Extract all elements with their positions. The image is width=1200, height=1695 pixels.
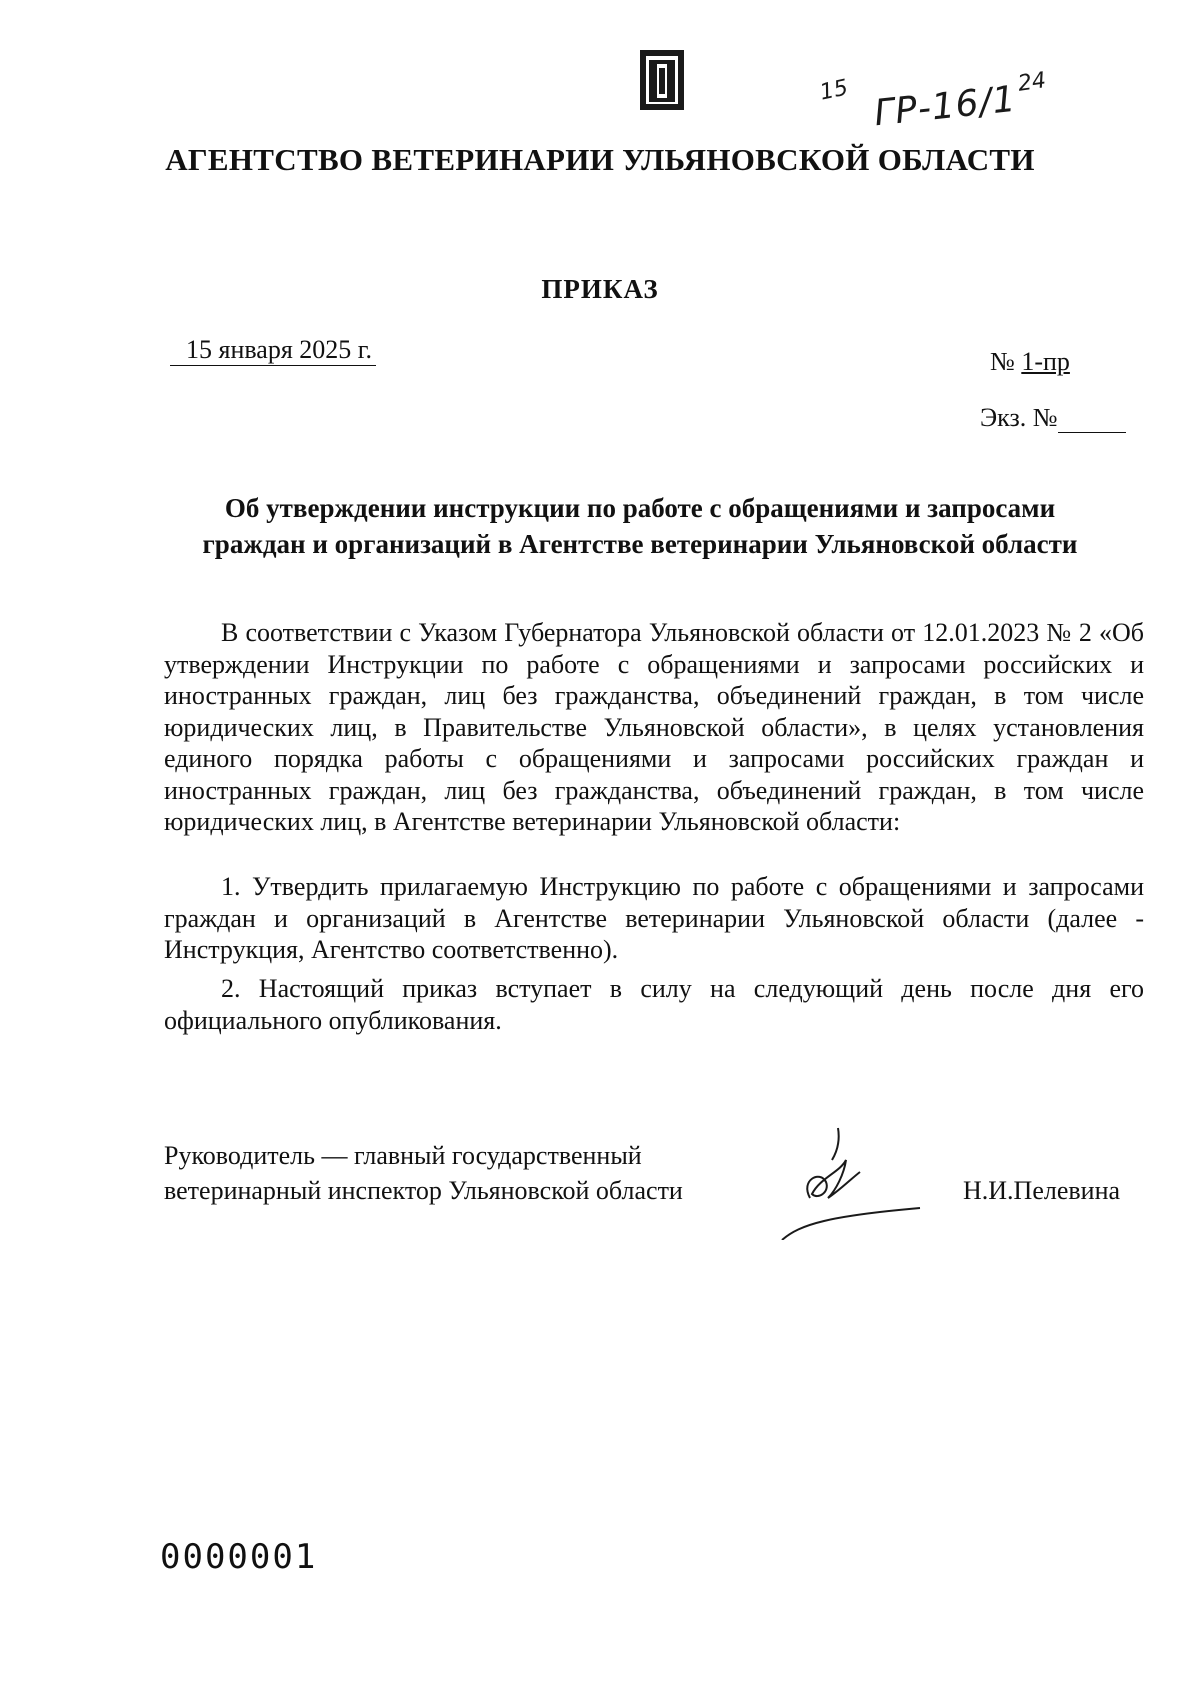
- coat-of-arms-emblem: [640, 50, 684, 110]
- copy-number-blank: [1058, 410, 1126, 433]
- handnote-part-b: ГР-16/1: [872, 78, 1019, 135]
- agency-name-heading: АГЕНТСТВО ВЕТЕРИНАРИИ УЛЬЯНОВСКОЙ ОБЛАСТИ: [165, 142, 1035, 177]
- handnote-part-c: 24: [1016, 68, 1048, 97]
- order-item-2: 2. Настоящий приказ вступает в силу на следующий день после дня его официального опубликования.: [164, 974, 1144, 1035]
- order-number-value: 1-пр: [1021, 347, 1070, 376]
- order-subject: [150, 490, 1130, 562]
- handnote-part-a: 15: [817, 75, 851, 106]
- order-item-1: 1. Утвердить прилагаемую Инструкцию по работе с обращениями и запросами граждан и организаций в Агентстве ветеринарии Ульяновской области (далее - Инструкция, Агентство соответственно).: [164, 872, 1144, 964]
- registration-handwritten-note: [817, 68, 1070, 140]
- copy-number-label: Экз. №: [980, 403, 1058, 432]
- signer-name: Н.И.Пелевина: [963, 1176, 1121, 1205]
- signer-position-line-2: ветеринарный инспектор Ульяновской области: [164, 1176, 683, 1205]
- preamble-paragraph: В соответствии с Указом Губернатора Ульяновской области от 12.01.2023 № 2 «Об утверждении Инструкции по работе с обращениями и запросами российских и иностранных граждан, лиц без гражданства, объединений граждан, в том числе юридических лиц, в Правительстве Ульяновской области», в целях установления единого порядка работы с обращениями и запросами российских граждан и иностранных граждан, лиц без гражданства, объединений граждан, в том числе юридических лиц, в Агентстве ветеринарии Ульяновской области:: [164, 618, 1144, 836]
- handwritten-signature: [780, 1120, 930, 1240]
- order-date: 15 января 2025 г.: [170, 335, 376, 366]
- order-subject-line-2: граждан и организаций в Агентстве ветеринарии Ульяновской области: [202, 529, 1078, 559]
- signer-position-line-1: Руководитель — главный государственный: [164, 1141, 642, 1170]
- order-subject-line-1: Об утверждении инструкции по работе с обращениями и запросами: [224, 493, 1056, 523]
- order-title: ПРИКАЗ: [541, 274, 659, 304]
- order-number: [990, 347, 1070, 377]
- order-number-prefix: №: [990, 347, 1022, 376]
- signer-position: [164, 1138, 683, 1208]
- copy-number: [980, 403, 1126, 433]
- document-serial-number: 0000001: [160, 1537, 318, 1577]
